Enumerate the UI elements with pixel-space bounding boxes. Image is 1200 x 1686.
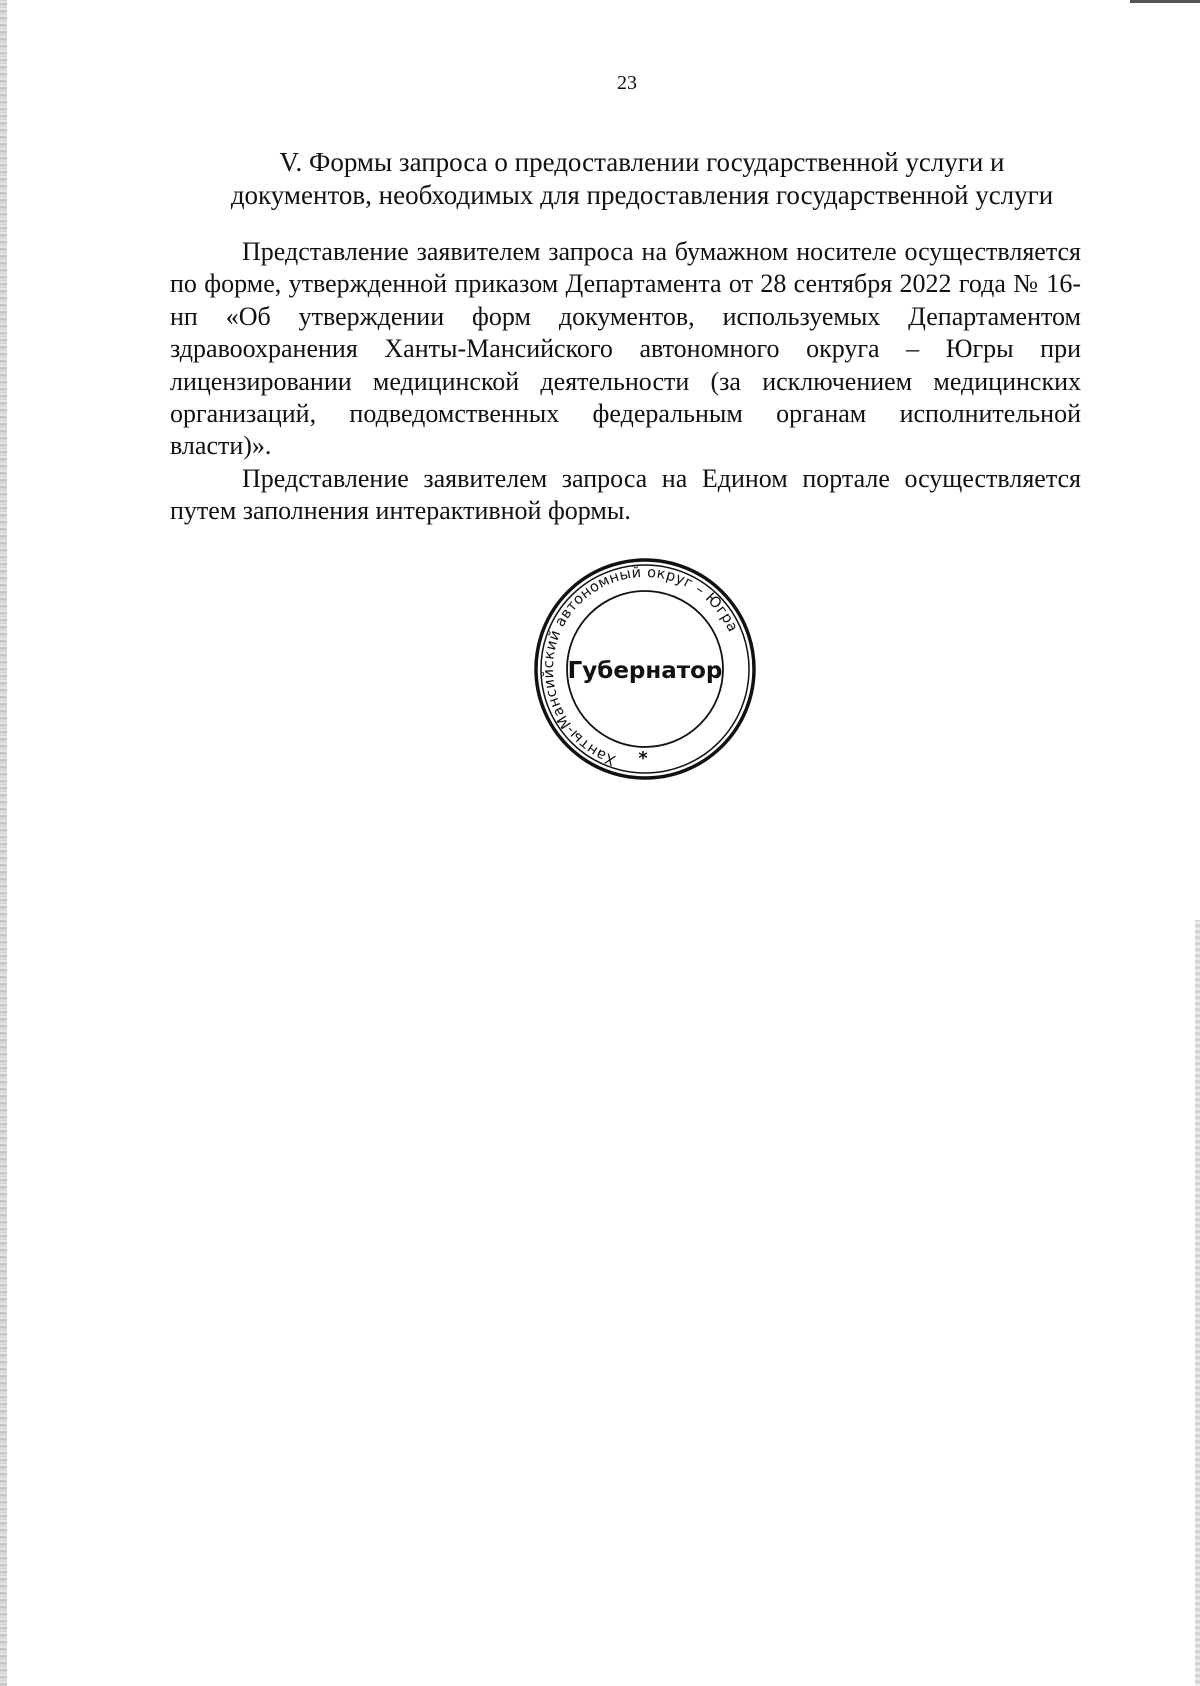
page-number: 23 [617, 72, 637, 94]
body-text [170, 236, 1081, 528]
section-title [160, 146, 1124, 212]
governor-seal [533, 557, 757, 781]
seal-center-text: Губернатор [567, 658, 723, 684]
scan-edge-left [0, 0, 7, 1686]
section-title-line-1: V. Формы запроса о предоставлении государственной услуги и [279, 147, 1005, 177]
seal-star-icon: * [638, 748, 648, 769]
section-title-line-2: документов, необходимых для предоставления государственной услуги [230, 180, 1054, 210]
paragraph-paper-request: Представление заявителем запроса на бумажном носителе осуществляется по форме, утвержденной приказом Департамента от 28 сентября 2022 года № 16-нп «Об утверждении форм документов, используемых Департаментом здравоохранения Ханты-Мансийского автономного округа – Югры при лицензировании медицинской деятельности (за исключением медицинских организаций, подведомственных федеральным органам исполнительной власти)». [170, 237, 1081, 461]
scan-corner-mark [1130, 0, 1200, 3]
paragraph-portal-request: Представление заявителем запроса на Едином портале осуществляется путем заполнения интерактивной формы. [170, 463, 1081, 526]
seal-ring-text: Ханты-Мансийский автономный округ – Югра [540, 564, 741, 768]
scan-edge-right [1195, 920, 1200, 1686]
